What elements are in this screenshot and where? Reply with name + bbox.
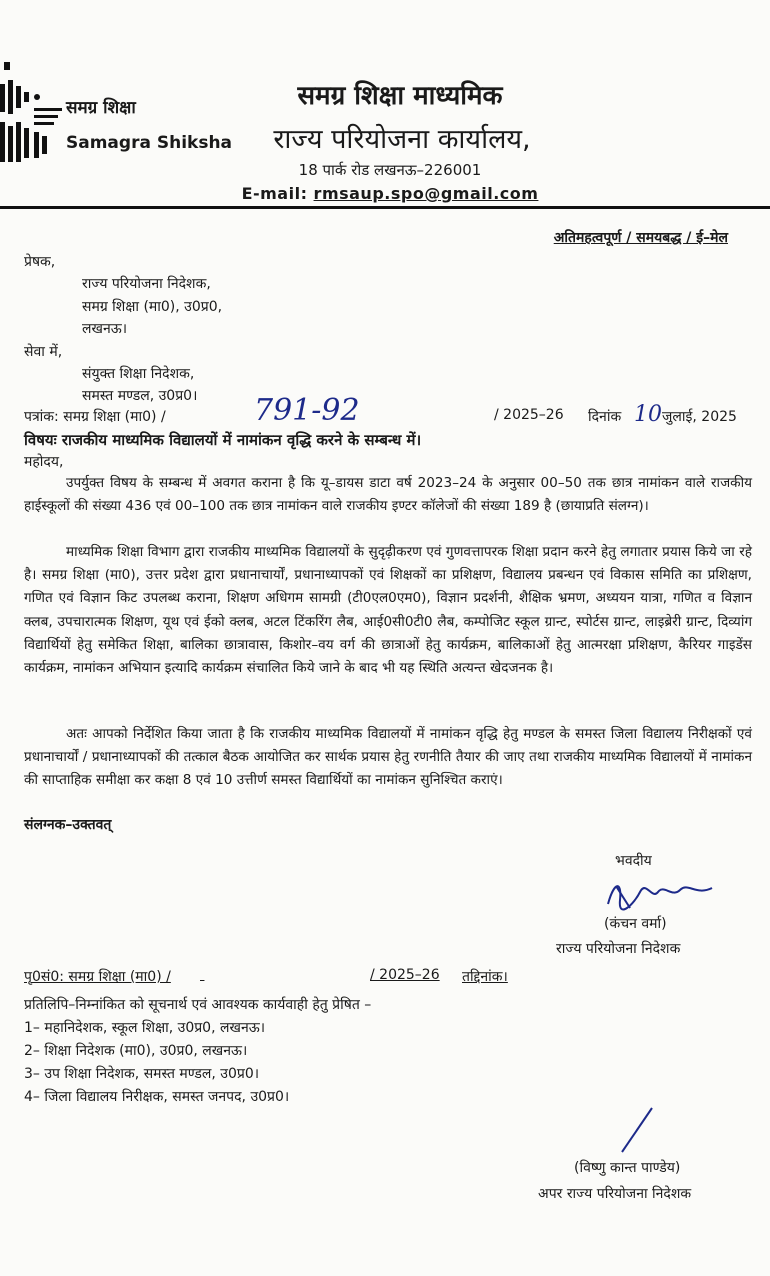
subject-line: विषयः राजकीय माध्यमिक विद्यालयों में नामांकन वृद्धि करने के सम्बन्ध में। xyxy=(24,431,422,449)
signatory-name: (कंचन वर्मा) xyxy=(604,916,667,932)
email-label: E-mail: xyxy=(241,184,308,203)
sender-line: समग्र शिक्षा (मा0), उ0प्र0, xyxy=(82,299,223,315)
copy-item: 4– जिला विद्यालय निरीक्षक, समस्त जनपद, उ0प्र0। xyxy=(24,1089,290,1105)
second-signatory-name: (विष्णु कान्त पाण्डेय) xyxy=(574,1160,681,1176)
org-address: 18 पार्क रोड लखनऊ–226001 xyxy=(298,161,482,179)
copy-ref-date: तद्दिनांक। xyxy=(462,969,508,985)
second-signatory-designation: अपर राज्य परियोजना निदेशक xyxy=(538,1186,692,1202)
logo-hindi-text: समग्र शिक्षा xyxy=(66,98,136,118)
salutation: महोदय, xyxy=(24,454,64,470)
copy-item: 1– महानिदेशक, स्कूल शिक्षा, उ0प्र0, लखनऊ। xyxy=(24,1020,266,1036)
body-paragraph xyxy=(24,472,752,518)
copy-intro: प्रतिलिपि–निम्नांकित को सूचनार्थ एवं आवश्यक कार्यवाही हेतु प्रेषित – xyxy=(24,997,372,1013)
signatory-designation: राज्य परियोजना निदेशक xyxy=(556,941,681,957)
signature-icon xyxy=(600,874,720,918)
second-signature-icon xyxy=(612,1104,662,1156)
body-paragraph xyxy=(24,723,752,793)
org-title: समग्र शिक्षा माध्यमिक xyxy=(297,81,503,111)
reference-prefix: पत्रांक: समग्र शिक्षा (मा0) / xyxy=(24,409,166,425)
header-divider xyxy=(0,206,770,209)
sender-line: राज्य परियोजना निदेशक, xyxy=(82,276,211,292)
paragraph-text: माध्यमिक शिक्षा विभाग द्वारा राजकीय माध्यमिक विद्यालयों के सुदृढ़ीकरण एवं गुणवत्तापरक शिक्षा प्रदान करने हेतु लगातार प्रयास किये जा रहे है। समग्र शिक्षा (मा0), उत्तर प्रदेश द्वारा प्रधानाचार्यों, प्रधानाध्यापकों एवं शिक्षकों का प्रशिक्षण, विद्यालय प्रबन्धन एवं विकास समिति का प्रशिक्षण, गणित एवं विज्ञान किट उपलब्ध कराना, शिक्षण अधिगम सामग्री (टी0एल0एम0), विज्ञान प्रदर्शनी, शैक्षिक भ्रमण, अध्ययन यात्रा, गणित व विज्ञान क्लब, उपचारात्मक शिक्षण, यूथ एवं ईको क्लब, अटल टिंकरिंग लैब, आई0सी0टी0 लैब, कम्पोजिट स्कूल ग्रान्ट, स्पोर्टस ग्रान्ट, लाइब्रेरी ग्रान्ट, दिव्यांग विद्यार्थियों हेतु समेकित शिक्षा, बालिका छात्रावास, किशोर–वय वर्ग की छात्राओं हेतु कार्यक्रम, बालिकाओं हेतु आत्मरक्षा प्रशिक्षण, कैरियर गाइडेंस कार्यक्रम, नामांकन अभियान इत्यादि कार्यक्रम संचालित किये जाने के बाद भी यह स्थिति अत्यन्त खेदजनक है। xyxy=(24,544,752,677)
copy-item: 3– उप शिक्षा निदेशक, समस्त मण्डल, उ0प्र0। xyxy=(24,1066,260,1082)
copy-item: 2– शिक्षा निदेशक (मा0), उ0प्र0, लखनऊ। xyxy=(24,1043,248,1059)
copy-ref-year: / 2025–26 xyxy=(370,967,440,983)
sender-line: लखनऊ। xyxy=(82,321,128,337)
copy-ref-prefix: पृ0सं0: समग्र शिक्षा (मा0) / xyxy=(24,969,171,985)
recipient-line: संयुक्त शिक्षा निदेशक, xyxy=(82,366,195,382)
org-email-line xyxy=(180,184,600,203)
email-link[interactable]: rmsaup.spo@gmail.com xyxy=(313,184,539,203)
logo-english-text: Samagra Shiksha xyxy=(66,133,233,153)
reference-year: / 2025–26 xyxy=(494,407,564,423)
date-label: दिनांक xyxy=(588,409,622,425)
recipient-label: सेवा में, xyxy=(24,344,63,360)
recipient-line: समस्त मण्डल, उ0प्र0। xyxy=(82,388,198,404)
date-month-year: जुलाई, 2025 xyxy=(662,409,737,425)
copy-ref-blank xyxy=(200,967,370,983)
sender-label: प्रेषक, xyxy=(24,254,56,270)
handwritten-date-day: 10 xyxy=(634,402,662,427)
body-paragraph xyxy=(24,541,752,680)
paragraph-text: उपर्युक्त विषय के सम्बन्ध में अवगत कराना है कि यू–डायस डाटा वर्ष 2023–24 के अनुसार 00–50 तक छात्र नामांकन वाले राजकीय हाईस्कूलों की संख्या 436 एवं 00–100 तक छात्र नामांकन वाले राजकीय इण्टर कॉलेजों की संख्या 189 है (छायाप्रति संलग्न)। xyxy=(24,475,752,515)
paragraph-text: अतः आपको निर्देशित किया जाता है कि राजकीय माध्यमिक विद्यालयों में नामांकन वृद्धि हेतु मण्डल के समस्त जिला विद्यालय निरीक्षकों एवं प्रधानाचार्यों / प्रधानाध्यापकों की तत्काल बैठक आयोजित कर सार्थक प्रयास हेतु रणनीति तैयार की जाए तथा राजकीय माध्यमिक विद्यालयों में नामांकन की साप्ताहिक समीक्षा कर कक्षा 8 एवं 10 उत्तीर्ण समस्त विद्यार्थियों का नामांकन सुनिश्चित कराएं। xyxy=(24,726,752,789)
enclosure-note: संलग्नक–उक्तवत् xyxy=(24,817,112,833)
org-subtitle: राज्य परियोजना कार्यालय, xyxy=(273,124,531,155)
samagra-shiksha-logo-icon xyxy=(0,62,66,172)
closing-text: भवदीय xyxy=(615,853,652,869)
priority-label: अतिमहत्वपूर्ण / समयबद्ध / ई–मेल xyxy=(553,230,728,246)
handwritten-letter-number: 791-92 xyxy=(254,393,360,428)
